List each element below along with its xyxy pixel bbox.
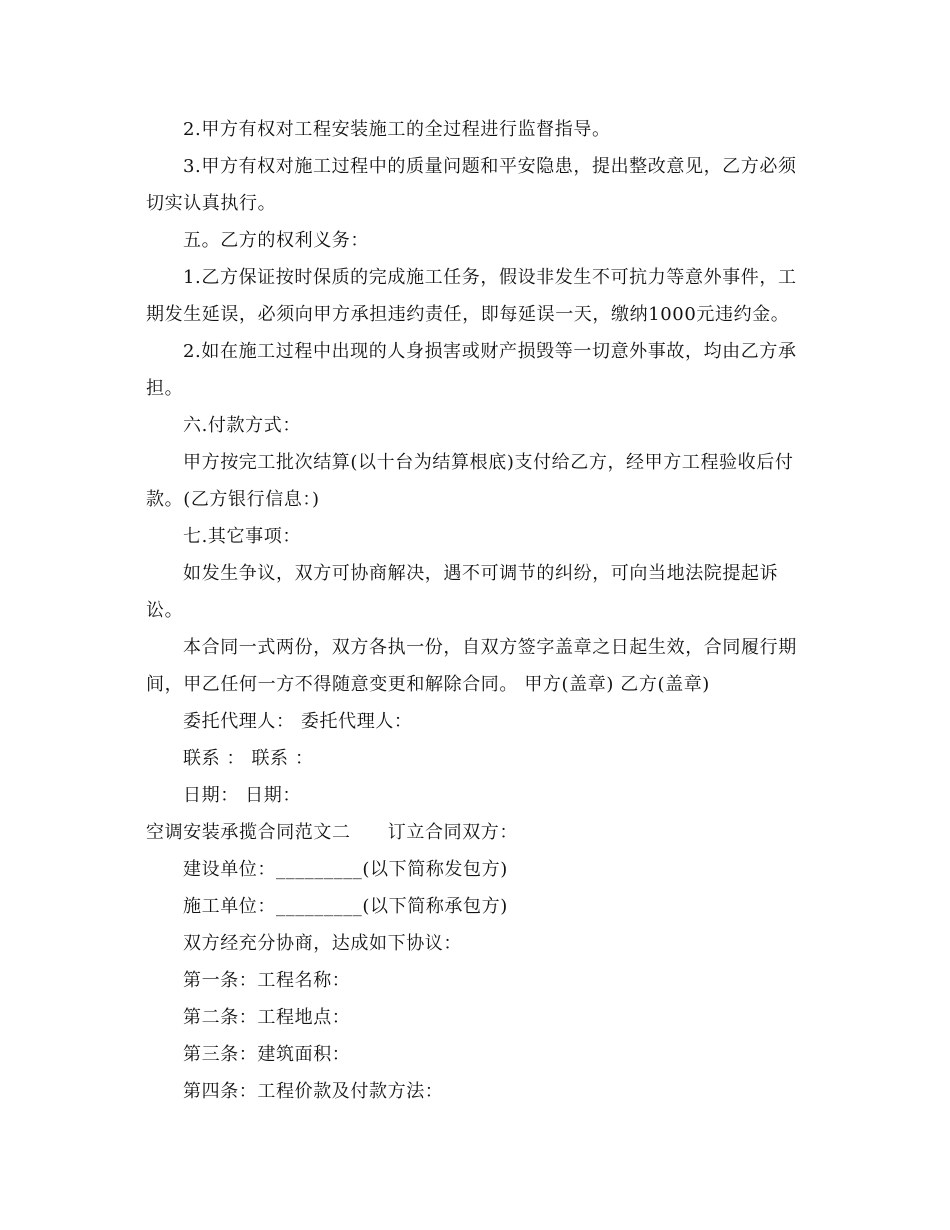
payment-paragraph: 甲方按完工批次结算(以十台为结算根底)支付给乙方，经甲方工程验收后付 bbox=[183, 452, 794, 473]
payment-paragraph-cont: 款。(乙方银行信息：) bbox=[146, 489, 320, 510]
validity-paragraph: 本合同一式两份，双方各执一份，自双方签字盖章之日起生效，合同履行期 bbox=[183, 637, 797, 658]
clause-5-item-2-cont: 担。 bbox=[146, 378, 184, 399]
clause-4-item-2: 2.甲方有权对工程安装施工的全过程进行监督指导。 bbox=[183, 119, 611, 140]
dispute-paragraph-cont: 讼。 bbox=[146, 600, 184, 621]
section-5-heading: 五。乙方的权利义务： bbox=[183, 230, 369, 251]
article-2: 第二条：工程地点： bbox=[183, 1007, 351, 1028]
dispute-paragraph: 如发生争议，双方可协商解决，遇不可调节的纠纷，可向当地法院提起诉 bbox=[183, 563, 779, 584]
agreement-intro: 双方经充分协商，达成如下协议： bbox=[183, 933, 462, 954]
article-3: 第三条：建筑面积： bbox=[183, 1044, 351, 1065]
article-1: 第一条：工程名称： bbox=[183, 970, 351, 991]
clause-5-item-2: 2.如在施工过程中出现的人身损害或财产损毁等一切意外事故，均由乙方承 bbox=[183, 341, 797, 362]
contact-line: 联系 ： 联系 ： bbox=[183, 748, 314, 769]
contractor-line: 施工单位：_________(以下简称承包方) bbox=[183, 896, 508, 917]
section-6-heading: 六.付款方式： bbox=[183, 415, 301, 436]
clause-5-item-1: 1.乙方保证按时保质的完成施工任务，假设非发生不可抗力等意外事件，工 bbox=[183, 267, 797, 288]
date-line: 日期： 日期： bbox=[183, 785, 301, 806]
section-7-heading: 七.其它事项： bbox=[183, 526, 301, 547]
article-4: 第四条：工程价款及付款方法： bbox=[183, 1081, 444, 1102]
validity-paragraph-cont: 间，甲乙任何一方不得随意变更和解除合同。 甲方(盖章) 乙方(盖章) bbox=[146, 674, 710, 695]
employer-line: 建设单位：_________(以下简称发包方) bbox=[183, 859, 508, 880]
clause-4-item-3: 3.甲方有权对施工过程中的质量问题和平安隐患，提出整改意见，乙方必须 bbox=[183, 156, 797, 177]
clause-5-item-1-cont: 期发生延误，必须向甲方承担违约责任，即每延误一天，缴纳1000元违约金。 bbox=[146, 304, 790, 325]
clause-4-item-3-cont: 切实认真执行。 bbox=[146, 193, 277, 214]
contract-two-title: 空调安装承揽合同范文二 订立合同双方： bbox=[146, 822, 518, 843]
agent-signature-line: 委托代理人： 委托代理人： bbox=[183, 711, 413, 732]
